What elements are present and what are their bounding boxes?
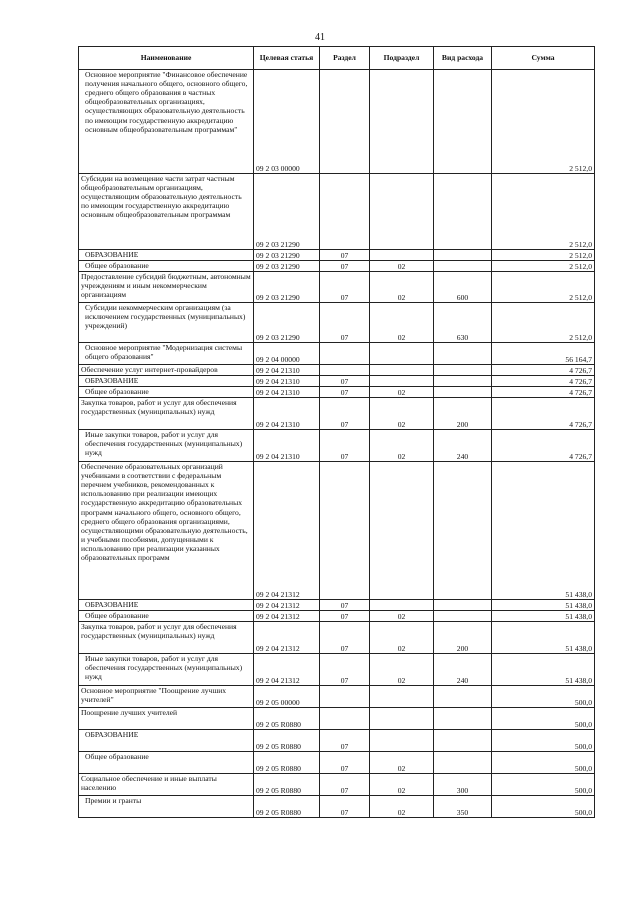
row-sum: 500,0 [492,708,595,730]
row-target-code: 09 2 03 21290 [254,261,320,272]
header-name: Наименование [79,47,254,70]
row-subsection [370,174,434,250]
table-row [79,622,595,654]
table-row [79,708,595,730]
row-expense-type [434,611,492,622]
row-sum: 4 726,7 [492,376,595,387]
table-row [79,752,595,774]
row-subsection: 02 [370,398,434,430]
table-row [79,174,595,250]
row-expense-type [434,365,492,376]
row-section: 07 [320,250,370,261]
row-target-code: 09 2 04 21310 [254,387,320,398]
row-expense-type: 200 [434,622,492,654]
row-subsection: 02 [370,261,434,272]
table-row [79,730,595,752]
row-name: Субсидии некоммерческим организациям (за исключением государственных (муниципальных) учреждений) [79,303,254,343]
row-expense-type [434,376,492,387]
table-row [79,70,595,174]
row-subsection [370,343,434,365]
row-section [320,174,370,250]
row-sum: 2 512,0 [492,70,595,174]
row-subsection: 02 [370,654,434,686]
row-subsection: 02 [370,622,434,654]
row-sum: 500,0 [492,774,595,796]
row-subsection: 02 [370,272,434,303]
row-section: 07 [320,611,370,622]
row-target-code: 09 2 04 21312 [254,611,320,622]
header-section: Раздел [320,47,370,70]
row-expense-type [434,686,492,708]
row-section: 07 [320,303,370,343]
row-subsection [370,365,434,376]
row-expense-type [434,730,492,752]
table-header-row [79,47,595,70]
table-row [79,387,595,398]
row-sum: 2 512,0 [492,272,595,303]
row-section [320,70,370,174]
row-subsection [370,600,434,611]
row-name: ОБРАЗОВАНИЕ [79,250,254,261]
row-section [320,462,370,600]
header-subsection: Подраздел [370,47,434,70]
row-subsection: 02 [370,303,434,343]
row-sum: 51 438,0 [492,600,595,611]
row-target-code: 09 2 04 21310 [254,398,320,430]
row-expense-type: 350 [434,796,492,818]
row-expense-type [434,387,492,398]
row-sum: 56 164,7 [492,343,595,365]
row-section [320,343,370,365]
row-target-code: 09 2 05 R0880 [254,708,320,730]
row-sum: 500,0 [492,796,595,818]
row-subsection: 02 [370,796,434,818]
row-name: Субсидии на возмещение части затрат частным общеобразовательным организациям, осуществляющим образовательную деятельность по имеющим государственную аккредитацию основным общеобразовательным программам [79,174,254,250]
row-name: Социальное обеспечение и иные выплаты населению [79,774,254,796]
row-target-code: 09 2 04 21310 [254,430,320,462]
row-name: Общее образование [79,611,254,622]
row-sum: 2 512,0 [492,303,595,343]
row-name: Закупка товаров, работ и услуг для обеспечения государственных (муниципальных) нужд [79,398,254,430]
table-row [79,272,595,303]
row-section: 07 [320,622,370,654]
row-section [320,365,370,376]
row-expense-type: 240 [434,654,492,686]
row-section: 07 [320,387,370,398]
row-target-code: 09 2 03 21290 [254,272,320,303]
table-row [79,343,595,365]
row-name: ОБРАЗОВАНИЕ [79,600,254,611]
row-section: 07 [320,261,370,272]
row-section: 07 [320,600,370,611]
row-section [320,686,370,708]
row-expense-type [434,343,492,365]
row-name: Предоставление субсидий бюджетным, автономным учреждениям и иным некоммерческим организациям [79,272,254,303]
table-row [79,611,595,622]
row-subsection [370,686,434,708]
row-subsection: 02 [370,430,434,462]
row-section: 07 [320,730,370,752]
table-row [79,303,595,343]
row-expense-type [434,600,492,611]
table-row [79,365,595,376]
row-name: Основное мероприятие "Финансовое обеспечение получения начального общего, основного общего, среднего общего образования в частных общеобразовательных организациях, осуществляющих образовательную деятельность по имеющим государственную аккредитацию основным общеобразовательным программам" [79,70,254,174]
row-subsection [370,70,434,174]
row-sum: 2 512,0 [492,174,595,250]
table-row [79,796,595,818]
row-sum: 2 512,0 [492,250,595,261]
row-expense-type [434,462,492,600]
row-name: Основное мероприятие "Поощрение лучших учителей" [79,686,254,708]
row-subsection [370,462,434,600]
table-row [79,376,595,387]
row-section: 07 [320,774,370,796]
table-row [79,398,595,430]
table-row [79,462,595,600]
row-expense-type: 630 [434,303,492,343]
row-expense-type: 300 [434,774,492,796]
row-target-code: 09 2 04 21312 [254,600,320,611]
row-subsection [370,708,434,730]
header-expense-type: Вид расхода [434,47,492,70]
table-row [79,774,595,796]
row-sum: 51 438,0 [492,654,595,686]
row-target-code: 09 2 04 00000 [254,343,320,365]
row-target-code: 09 2 03 21290 [254,250,320,261]
row-sum: 4 726,7 [492,387,595,398]
row-sum: 4 726,7 [492,398,595,430]
row-subsection: 02 [370,611,434,622]
row-section [320,708,370,730]
row-name: Иные закупки товаров, работ и услуг для обеспечения государственных (муниципальных) нужд [79,654,254,686]
row-sum: 51 438,0 [492,622,595,654]
row-sum: 2 512,0 [492,261,595,272]
row-section: 07 [320,654,370,686]
row-target-code: 09 2 05 00000 [254,686,320,708]
row-subsection: 02 [370,752,434,774]
row-target-code: 09 2 05 R0880 [254,730,320,752]
table-row [79,430,595,462]
row-name: Основное мероприятие "Модернизация системы общего образования" [79,343,254,365]
page-number: 41 [315,32,325,43]
row-expense-type: 600 [434,272,492,303]
row-name: Общее образование [79,387,254,398]
row-section: 07 [320,376,370,387]
row-name: Иные закупки товаров, работ и услуг для обеспечения государственных (муниципальных) нужд [79,430,254,462]
row-target-code: 09 2 05 R0880 [254,796,320,818]
row-section: 07 [320,430,370,462]
row-target-code: 09 2 03 21290 [254,174,320,250]
row-subsection [370,730,434,752]
row-expense-type [434,174,492,250]
row-section: 07 [320,752,370,774]
row-target-code: 09 2 04 21312 [254,462,320,600]
row-subsection: 02 [370,387,434,398]
row-sum: 500,0 [492,686,595,708]
row-target-code: 09 2 04 21310 [254,376,320,387]
row-expense-type [434,708,492,730]
row-sum: 500,0 [492,752,595,774]
row-name: Поощрение лучших учителей [79,708,254,730]
table-row [79,250,595,261]
row-name: Премии и гранты [79,796,254,818]
row-expense-type [434,752,492,774]
row-target-code: 09 2 03 21290 [254,303,320,343]
row-subsection [370,376,434,387]
row-name: ОБРАЗОВАНИЕ [79,376,254,387]
budget-table [78,46,595,818]
row-section: 07 [320,398,370,430]
row-name: Общее образование [79,261,254,272]
row-name: ОБРАЗОВАНИЕ [79,730,254,752]
row-target-code: 09 2 03 00000 [254,70,320,174]
row-subsection [370,250,434,261]
table-row [79,261,595,272]
header-sum: Сумма [492,47,595,70]
row-expense-type [434,70,492,174]
row-expense-type [434,261,492,272]
row-sum: 4 726,7 [492,430,595,462]
row-name: Общее образование [79,752,254,774]
row-target-code: 09 2 04 21310 [254,365,320,376]
row-sum: 51 438,0 [492,462,595,600]
row-section: 07 [320,272,370,303]
row-sum: 4 726,7 [492,365,595,376]
table-row [79,654,595,686]
row-name: Обеспечение услуг интернет-провайдеров [79,365,254,376]
row-sum: 500,0 [492,730,595,752]
table-row [79,686,595,708]
row-section: 07 [320,796,370,818]
row-sum: 51 438,0 [492,611,595,622]
row-target-code: 09 2 05 R0880 [254,774,320,796]
row-subsection: 02 [370,774,434,796]
row-target-code: 09 2 04 21312 [254,654,320,686]
row-target-code: 09 2 04 21312 [254,622,320,654]
table-row [79,600,595,611]
row-expense-type: 200 [434,398,492,430]
row-expense-type [434,250,492,261]
header-target: Целевая статья [254,47,320,70]
row-name: Закупка товаров, работ и услуг для обеспечения государственных (муниципальных) нужд [79,622,254,654]
table-body [79,70,595,818]
row-target-code: 09 2 05 R0880 [254,752,320,774]
row-name: Обеспечение образовательных организаций учебниками в соответствии с федеральным перечнем учебников, рекомендованных к использованию при реализации имеющих государственную аккредитацию образовательных программ начального общего, основного общего, среднего общего образования организациями, осуществляющими образовательную деятельность, и учебными пособиями, допущенными к использованию при реализации указанных образовательных программ [79,462,254,600]
row-expense-type: 240 [434,430,492,462]
